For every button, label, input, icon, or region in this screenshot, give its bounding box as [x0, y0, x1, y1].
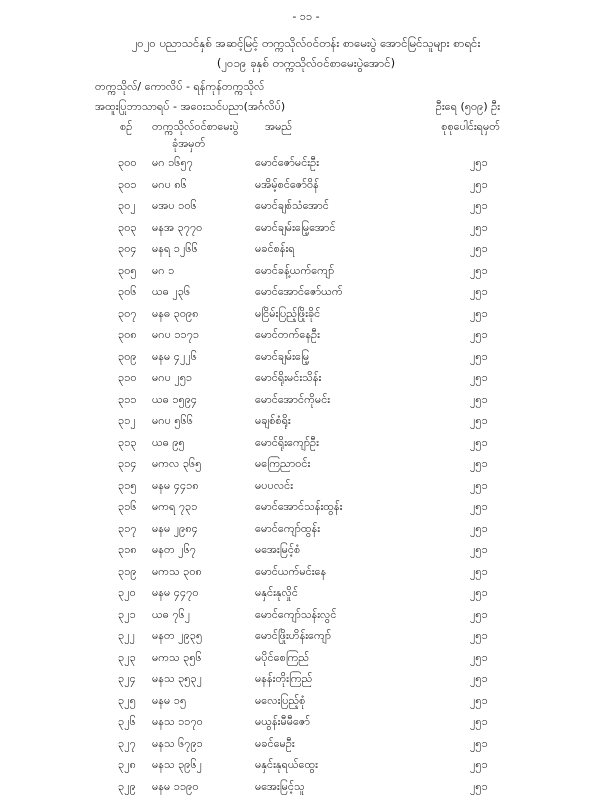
row-marks: ၂၅၁	[470, 500, 488, 516]
table-row	[0, 715, 612, 737]
table-row	[0, 414, 612, 436]
row-marks: ၂၅၁	[470, 780, 488, 796]
row-reg-number: မနသ ၃၉၆၂	[152, 758, 202, 774]
row-marks: ၂၅၁	[470, 371, 488, 387]
row-marks: ၂၅၁	[470, 221, 488, 237]
column-header-reg-line2: ခုံအမှတ်	[172, 137, 205, 153]
column-header-marks: စုစုပေါင်းရမှတ်	[441, 120, 500, 136]
row-name: မောင်ယက်မင်းနေ	[255, 565, 326, 581]
row-name: မငြိမ်းပြည့်ဖြိုးခိုင်	[255, 307, 320, 323]
row-name: မနန်းတိုးကြည်	[255, 672, 312, 688]
row-number: ၃၀၂	[118, 199, 136, 215]
table-row	[0, 371, 612, 393]
row-name: မချစ်စံရိုး	[255, 414, 291, 430]
column-header-no: စဉ်	[120, 120, 132, 136]
row-number: ၃၁၆	[118, 500, 137, 516]
row-reg-number: မအပ ၁၀၆	[152, 199, 197, 215]
row-reg-number: မဂ ၁၆၅၇	[152, 156, 193, 172]
row-number: ၃၀၄	[118, 242, 137, 258]
column-header-reg: တက္ကသိုလ်ဝင်စာမေးပွဲ	[152, 120, 239, 136]
row-number: ၃၂၇	[118, 737, 136, 753]
row-reg-number: မဂ ၁	[152, 264, 174, 280]
row-name: မောင်ချမ်းမြေ့အောင်	[255, 221, 335, 237]
table-row	[0, 178, 612, 200]
row-number: ၃၁၂	[118, 414, 136, 430]
table-row	[0, 758, 612, 780]
row-reg-number: မကလ ၃၆၅	[152, 457, 201, 473]
document-subtitle: (၂၀၁၉ ခုနှစ် တက္ကသိုလ်ဝင်စာမေးပွဲအောင်)	[0, 56, 612, 73]
course-label: အထူးပြုဘာသာရပ် - အဝေးသင်ပညာ(အင်္ဂလိပ်)	[95, 100, 285, 116]
row-name: မအိမ့်စင်ဇော်ဝိန်	[255, 178, 319, 194]
results-table	[0, 156, 612, 801]
row-reg-number: ယဓ ၇၆၂	[152, 608, 190, 624]
row-reg-number: မနမ ၁၁၉၀	[152, 780, 199, 796]
row-name: မယွန်းမီမီဇော်	[255, 715, 310, 731]
row-reg-number: မကရ ၇၃၁	[152, 500, 197, 516]
row-reg-number: မနတ ၂၆၇	[152, 543, 196, 559]
row-name: မောင်ခန့်ယက်ကျော်	[255, 264, 334, 280]
table-row	[0, 350, 612, 372]
table-row	[0, 672, 612, 694]
row-marks: ၂၅၁	[470, 350, 488, 366]
column-header-name: အမည်	[265, 120, 292, 136]
row-name: မောင်ကျော်သန်းလွင်	[255, 608, 336, 624]
table-row	[0, 479, 612, 501]
row-marks: ၂၅၁	[470, 737, 488, 753]
row-marks: ၂၅၁	[470, 758, 488, 774]
document-title: ၂၀၂၀ ပညာသင်နှစ် အဆင့်မြင့် တက္ကသိုလ်ဝင်တန်း စာမေးပွဲ အောင်မြင်သူများ စာရင်း	[0, 36, 612, 53]
row-marks: ၂၅၁	[470, 694, 488, 710]
row-number: ၃၁၀	[118, 371, 137, 387]
row-reg-number: မနသ ၃၅၃၂	[152, 672, 202, 688]
row-marks: ၂၅၁	[470, 651, 488, 667]
row-reg-number: မနမ ၂၉၈၄	[152, 522, 198, 538]
page-number: - ၁၁ -	[0, 10, 612, 26]
table-row	[0, 608, 612, 630]
row-name: မောင်တက်နေဦး	[255, 328, 320, 344]
row-marks: ၂၅၁	[470, 479, 488, 495]
table-row	[0, 328, 612, 350]
row-marks: ၂၅၁	[470, 672, 488, 688]
row-name: မောင်ကျော်ထွန်း	[255, 522, 320, 538]
table-row	[0, 500, 612, 522]
row-number: ၃၀၈	[118, 328, 137, 344]
row-marks: ၂၅၁	[470, 393, 488, 409]
row-name: မအေးမြင့်စံ	[255, 543, 300, 559]
row-reg-number: မကသ ၃၀၈	[152, 565, 202, 581]
row-reg-number: မနသ ၆၇၉၁	[152, 737, 203, 753]
row-marks: ၂၅၁	[470, 178, 488, 194]
table-row	[0, 543, 612, 565]
row-number: ၃၀၁	[118, 178, 137, 194]
row-reg-number: မနမ ၄၂၂၆	[152, 350, 197, 366]
row-number: ၃၂၂	[118, 629, 135, 645]
row-name: မပိုင်စေကြည်	[255, 651, 309, 667]
row-number: ၃၂၀	[118, 586, 136, 602]
row-marks: ၂၅၁	[470, 328, 488, 344]
row-number: ၃၂၅	[118, 694, 136, 710]
row-reg-number: မဂပ ၅၆၆	[152, 414, 193, 430]
table-row	[0, 393, 612, 415]
table-row	[0, 522, 612, 544]
row-marks: ၂၅၁	[470, 457, 488, 473]
row-marks: ၂၅၁	[470, 629, 488, 645]
row-number: ၃၂၉	[118, 780, 136, 796]
row-number: ၃၂၃	[118, 651, 136, 667]
row-reg-number: မနရ ၁၂၆၆	[152, 242, 198, 258]
row-marks: ၂၅၁	[470, 307, 488, 323]
row-marks: ၂၅၁	[470, 715, 488, 731]
university-label: တက္ကသိုလ်/ ကောလိပ် - ရန်ကုန်တက္ကသိုလ်	[95, 80, 264, 96]
table-row	[0, 780, 612, 801]
row-number: ၃၁၃	[118, 436, 137, 452]
table-row	[0, 457, 612, 479]
row-name: မအေးမြင့်သူ	[255, 780, 305, 796]
table-row	[0, 221, 612, 243]
row-name: မောင်အောင်ကိုမင်း	[255, 393, 330, 409]
row-reg-number: မဂပ ၁၁၇၁	[152, 328, 199, 344]
row-reg-number: မနအ ၃၇၇၀	[152, 221, 202, 237]
table-row	[0, 694, 612, 716]
row-name: မနှင်းနုလှိုင်	[255, 586, 298, 602]
row-reg-number: မနသ ၁၁၇၀	[152, 715, 203, 731]
row-marks: ၂၅၁	[470, 586, 488, 602]
row-name: မောင်အောင်သန်းထွန်း	[255, 500, 342, 516]
row-number: ၃၀၀	[118, 156, 137, 172]
row-reg-number: ယဓ ၂၃၆	[152, 285, 190, 301]
row-number: ၃၁၈	[118, 543, 137, 559]
table-row	[0, 264, 612, 286]
row-marks: ၂၅၁	[470, 285, 488, 301]
row-name: မနှင်းနုရယ်ထွေး	[255, 758, 318, 774]
table-row	[0, 436, 612, 458]
row-number: ၃၀၅	[118, 264, 137, 280]
row-number: ၃၀၇	[118, 307, 137, 323]
row-name: မကြေညာဝင်း	[255, 457, 310, 473]
row-marks: ၂၅၁	[470, 242, 488, 258]
table-row	[0, 565, 612, 587]
row-name: မပပလင်း	[255, 479, 293, 495]
row-marks: ၂၅၁	[470, 436, 488, 452]
table-row	[0, 199, 612, 221]
row-marks: ၂၅၁	[470, 608, 488, 624]
row-number: ၃၂၆	[118, 715, 136, 731]
row-marks: ၂၅၁	[470, 414, 488, 430]
row-number: ၃၂၄	[118, 672, 136, 688]
row-name: မောင်အောင်ဇော်ယက်	[255, 285, 343, 301]
row-reg-number: မဂပ ၂၅၁	[152, 371, 192, 387]
row-name: မောင်ချမ်းမြေ့	[255, 350, 309, 366]
row-name: မလေးပြည့်စုံ	[255, 694, 305, 710]
row-marks: ၂၅၁	[470, 199, 488, 215]
row-reg-number: မနဓ ၃၀၉၈	[152, 307, 199, 323]
total-count-label: ဦးရေ (၅၀၉) ဦး	[436, 100, 500, 116]
row-number: ၃၁၇	[118, 522, 137, 538]
row-reg-number: မနမ ၄၄၁၈	[152, 479, 199, 495]
table-row	[0, 737, 612, 759]
row-number: ၃၁၄	[118, 457, 137, 473]
row-reg-number: မဂပ ၈၆	[152, 178, 187, 194]
row-marks: ၂၅၁	[470, 565, 488, 581]
row-name: မောင်ရိုးကျော်ဦး	[255, 436, 319, 452]
row-name: မောင်ဇော်မင်းဦး	[255, 156, 319, 172]
row-reg-number: ယဓ ၉၅	[152, 436, 185, 452]
table-row	[0, 242, 612, 264]
row-marks: ၂၅၁	[470, 522, 488, 538]
row-number: ၃၂၈	[118, 758, 136, 774]
row-name: မခင်မေဦး	[255, 737, 295, 753]
table-row	[0, 285, 612, 307]
row-number: ၃၂၁	[118, 608, 136, 624]
row-marks: ၂၅၁	[470, 264, 488, 280]
row-reg-number: မနမ ၄၄၇၀	[152, 586, 199, 602]
row-reg-number: ယဓ ၁၅၉၄	[152, 393, 197, 409]
table-row	[0, 156, 612, 178]
table-row	[0, 586, 612, 608]
table-row	[0, 307, 612, 329]
row-number: ၃၀၃	[118, 221, 137, 237]
row-reg-number: မနမ ၁၅	[152, 694, 186, 710]
row-reg-number: မနတ ၂၉၃၅	[152, 629, 202, 645]
table-row	[0, 629, 612, 651]
row-number: ၃၁၉	[118, 565, 137, 581]
row-reg-number: မကသ ၃၅၆	[152, 651, 202, 667]
row-marks: ၂၅၁	[470, 543, 488, 559]
row-name: မောင်ရိုးမင်းသိန်း	[255, 371, 321, 387]
row-number: ၃၀၆	[118, 285, 137, 301]
row-name: မောင်ချစ်သံအောင်	[255, 199, 329, 215]
table-row	[0, 651, 612, 673]
row-number: ၃၀၉	[118, 350, 137, 366]
row-name: မောင်ဖြိုးဟိန်းကျော်	[255, 629, 331, 645]
row-number: ၃၁၅	[118, 479, 137, 495]
row-number: ၃၁၁	[118, 393, 137, 409]
row-marks: ၂၅၁	[470, 156, 488, 172]
row-name: မခင်စန်းရ	[255, 242, 295, 258]
